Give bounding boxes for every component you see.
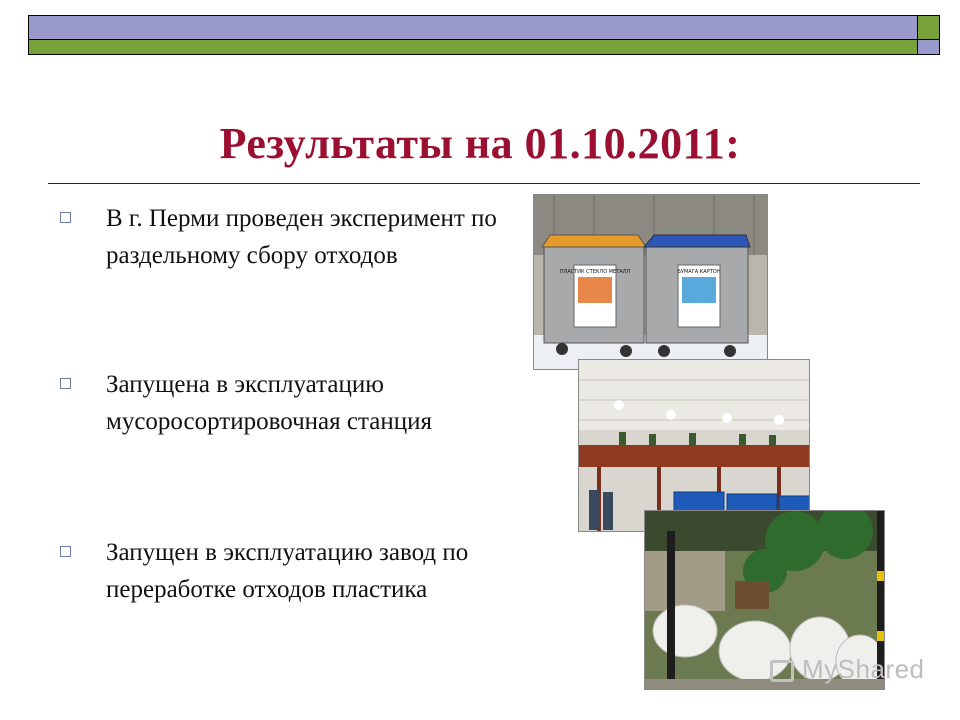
square-bullet-icon bbox=[60, 378, 71, 389]
square-bullet-icon bbox=[60, 212, 71, 223]
watermark-logo-icon bbox=[770, 660, 794, 682]
top-bar-green-strip bbox=[28, 39, 918, 55]
waste-containers-photo bbox=[533, 194, 768, 370]
top-bar-lavender-square bbox=[917, 39, 940, 55]
watermark-text: MyShared bbox=[802, 654, 925, 684]
bullet-text: Запущен в эксплуатацию завод по переработке отходов пластика bbox=[106, 539, 469, 603]
top-bar-lavender-strip bbox=[28, 15, 918, 40]
sorting-station-photo bbox=[578, 359, 810, 532]
bin-label-left: ПЛАСТИК СТЕКЛО МЕТАЛЛ bbox=[559, 269, 631, 275]
bin-label-right: БУМАГА КАРТОН bbox=[677, 269, 721, 275]
title-divider bbox=[48, 183, 920, 184]
bullet-text: Запущена в эксплуатацию мусоросортировочная станция bbox=[106, 371, 432, 435]
bullet-text: В г. Перми проведен эксперимент по раздельному сбору отходов bbox=[106, 205, 497, 269]
top-bar-green-square bbox=[917, 15, 940, 40]
top-decorative-bar bbox=[28, 15, 940, 55]
square-bullet-icon bbox=[60, 546, 71, 557]
slide-title: Результаты на 01.10.2011: bbox=[219, 119, 741, 168]
